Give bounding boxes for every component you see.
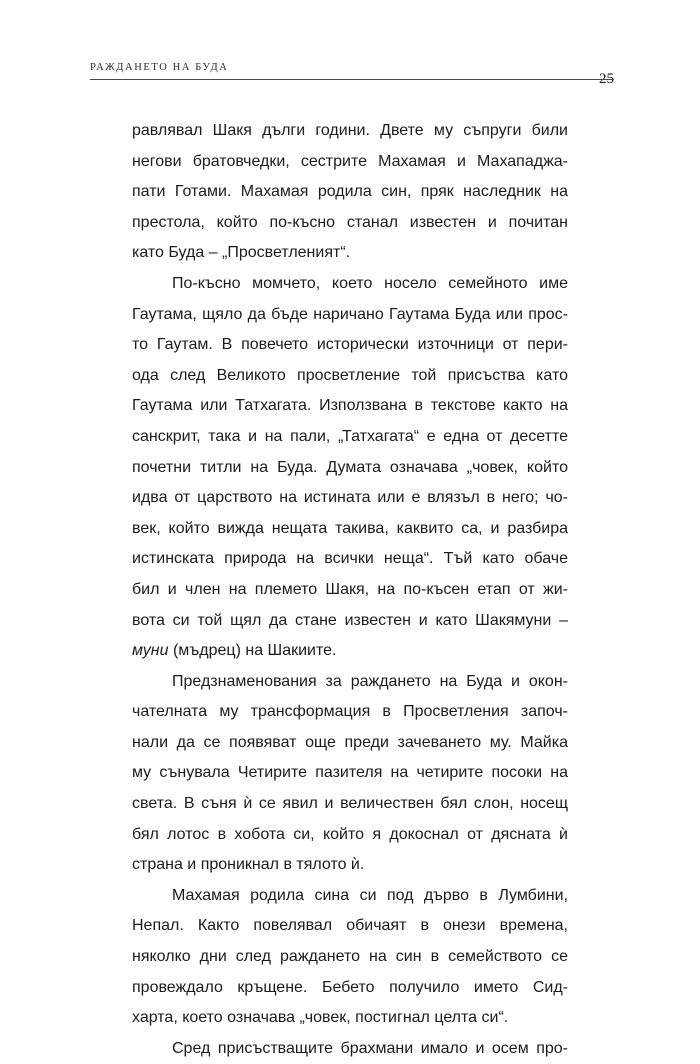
paragraph-first-line: Махамая родила сина си под дърво в Лумбини, (172, 886, 568, 904)
text-line-rest: (мъдрец) на Шакиите. (172, 642, 337, 660)
text-line: санскрит, така и на пали, „Татхагата“ е една от десетте (132, 427, 568, 445)
text-line: провеждало кръщене. Бебето получило името Сид- (132, 978, 568, 996)
text-line: негови братовчедки, сестрите Махамая и Махападжа- (132, 152, 568, 170)
text-line: страна и проникнал в тялото ѝ. (132, 856, 365, 874)
paragraph-first-line: Сред присъстващите брахмани имало и осем про- (172, 1039, 568, 1057)
text-line: Гаутама, щяло да бъде наричано Гаутама Буда или прос- (132, 305, 568, 323)
text-line: пати Готами. Махамая родила син, пряк наследник на (132, 183, 568, 201)
paragraph-first-line: Предзнаменования за раждането на Буда и окон- (172, 672, 568, 690)
text-line (132, 636, 568, 667)
text-line: почетни титли на Буда. Думата означава „човек, който (132, 458, 568, 476)
text-line: чателната му трансформация в Просветления започ- (132, 703, 568, 721)
text-line: престола, който по-късно станал известен и почитан (132, 213, 568, 231)
italic-word: муни (132, 642, 169, 660)
text-line: бил и член на племето Шакя, на по-късен етап от жи- (132, 580, 568, 598)
text-line: света. В съня ѝ се явил и величествен бял слон, носещ (132, 795, 568, 813)
text-line: Непал. Както повелявал обичаят в онези времена, (132, 917, 568, 935)
text-line: Гаутама или Татхагата. Използвана в текстове както на (132, 397, 568, 415)
text-line: вота си той щял да стане известен и като Шакямуни – (132, 611, 568, 629)
running-title: РАЖДАНЕТО НА БУДА (90, 62, 229, 73)
text-line: като Буда – „Просветленият“. (132, 244, 351, 262)
text-line: идва от царството на истината или е влязъл в него; чо- (132, 489, 568, 507)
text-line: харта, което означава „човек, постигнал целта си“. (132, 1009, 509, 1027)
paragraph-first-line: По-късно момчето, което носело семейното име (172, 274, 568, 292)
header-rule (90, 79, 614, 80)
text-line: нали да се появяват още преди зачеването му. Майка (132, 733, 568, 751)
text-line: истинската природа на всички неща“. Тъй като обаче (132, 550, 568, 568)
text-line: няколко дни след раждането на син в семейството се (132, 948, 568, 966)
text-line: ода след Великото просветление той присъства като (132, 366, 568, 384)
text-line: му сънувала Четирите пазителя на четирите посоки на (132, 764, 568, 782)
body-text (132, 116, 568, 1064)
text-line: век, който вижда нещата такива, каквито са, и разбира (132, 519, 568, 537)
text-line: бял лотос в хобота си, който я докоснал от дясната ѝ (132, 825, 568, 843)
text-line: равлявал Шакя дълги години. Двете му съпруги били (132, 122, 568, 139)
page-number: 25 (599, 71, 614, 87)
text-line: то Гаутам. В повечето исторически източници от пери- (132, 336, 568, 354)
